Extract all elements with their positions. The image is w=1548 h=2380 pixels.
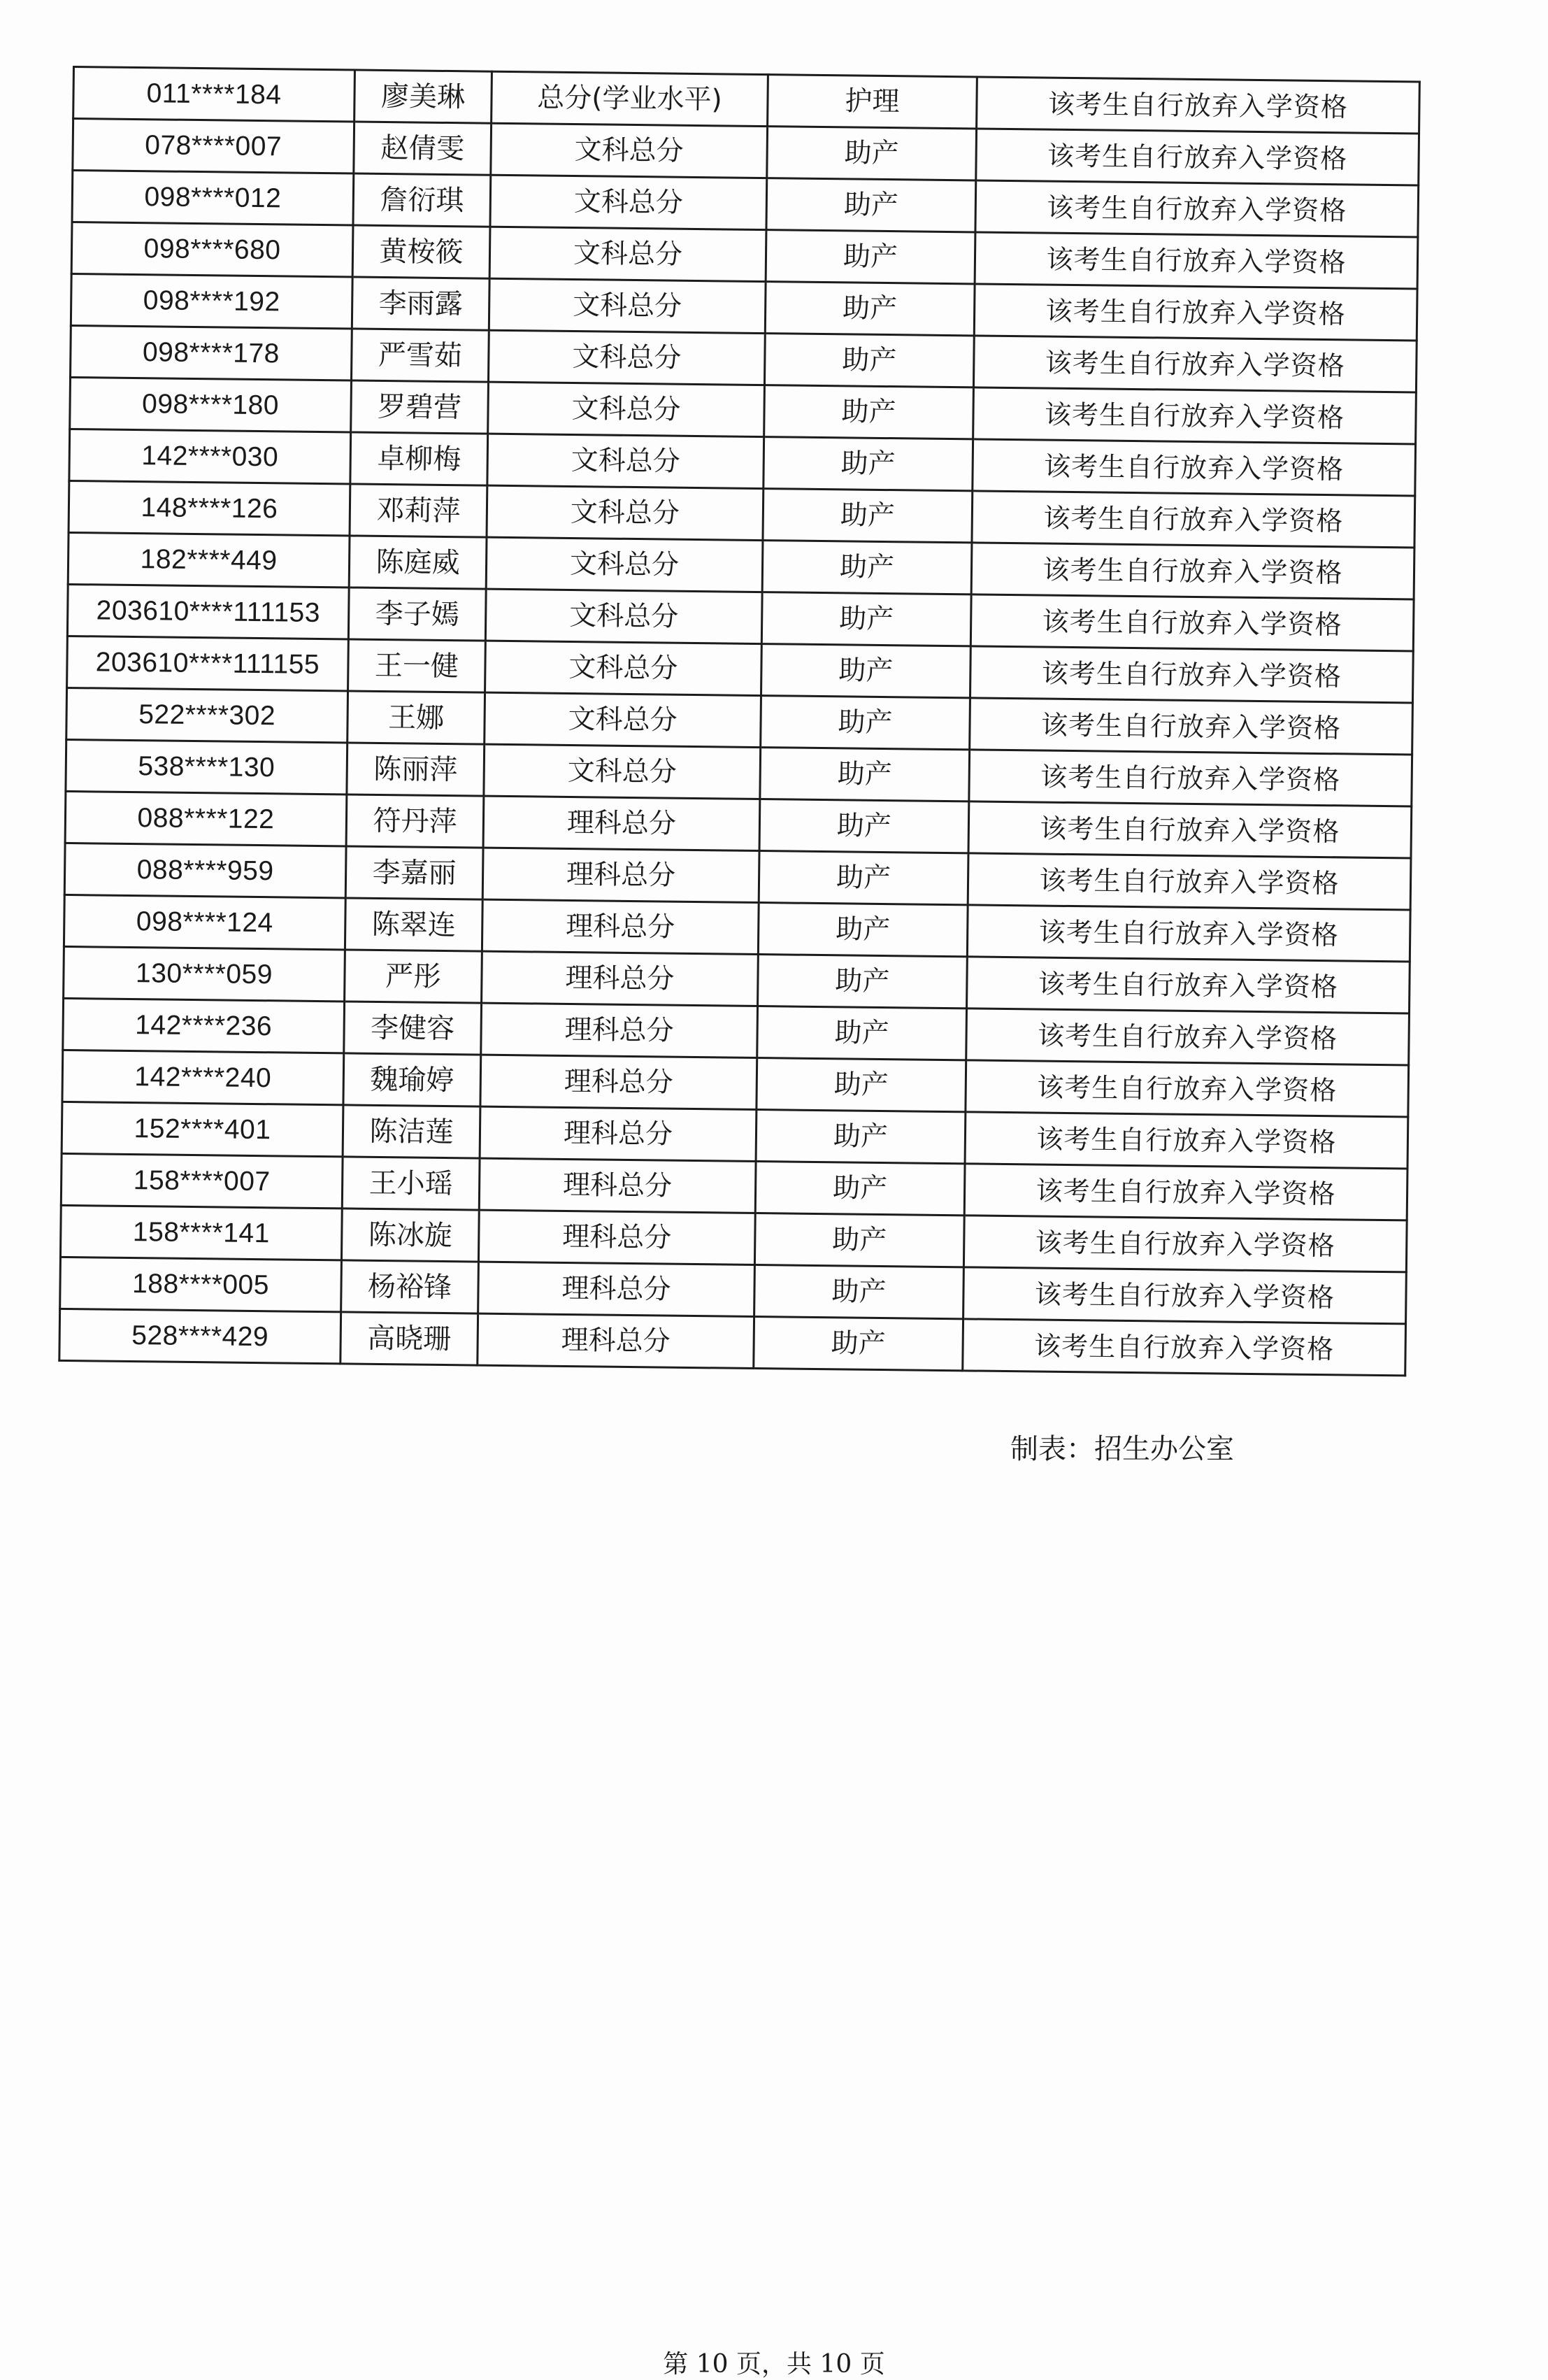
major-cell: 助产 — [757, 1058, 966, 1112]
major-cell: 护理 — [768, 75, 977, 129]
candidate-id-cell: 098****012 — [72, 171, 354, 225]
status-cell: 该考生自行放弃入学资格 — [969, 750, 1412, 806]
major-cell: 助产 — [761, 696, 970, 750]
candidate-name-cell: 高晓珊 — [341, 1312, 478, 1365]
candidate-id-cell: 088****959 — [64, 843, 346, 897]
candidate-id-cell: 538****130 — [66, 739, 347, 794]
major-cell: 助产 — [757, 1006, 967, 1060]
status-cell: 该考生自行放弃入学资格 — [963, 1319, 1406, 1376]
candidate-name-cell: 李健容 — [344, 1002, 482, 1055]
page-footer: 第 10 页，共 10 页 — [663, 2350, 885, 2379]
candidate-id-cell: 088****122 — [65, 791, 347, 846]
status-cell: 该考生自行放弃入学资格 — [973, 336, 1417, 392]
status-cell: 该考生自行放弃入学资格 — [977, 77, 1420, 134]
major-cell: 助产 — [761, 644, 971, 698]
score-type-cell: 理科总分 — [482, 848, 759, 902]
major-cell: 助产 — [758, 903, 968, 957]
score-type-cell: 文科总分 — [490, 175, 767, 229]
status-cell: 该考生自行放弃入学资格 — [965, 1112, 1408, 1169]
status-cell: 该考生自行放弃入学资格 — [968, 853, 1411, 910]
status-cell: 该考生自行放弃入学资格 — [974, 284, 1417, 341]
candidate-name-cell: 詹衍琪 — [353, 173, 491, 227]
table-body — [59, 67, 1420, 1376]
status-cell: 该考生自行放弃入学资格 — [963, 1267, 1407, 1324]
score-type-cell: 理科总分 — [482, 899, 759, 954]
candidate-name-cell: 陈冰旋 — [341, 1209, 479, 1262]
status-cell: 该考生自行放弃入学资格 — [971, 543, 1414, 599]
candidate-id-cell: 011****184 — [73, 67, 355, 122]
score-type-cell: 文科总分 — [488, 330, 765, 385]
score-type-cell: 文科总分 — [486, 537, 763, 592]
candidate-name-cell: 符丹萍 — [346, 794, 484, 848]
candidate-id-cell: 078****007 — [73, 119, 354, 173]
candidate-name-cell: 赵倩雯 — [354, 122, 492, 175]
score-type-cell: 理科总分 — [479, 1158, 756, 1213]
candidate-id-cell: 528****429 — [59, 1309, 341, 1363]
admission-table-wrapper — [58, 66, 1421, 1376]
score-type-cell: 理科总分 — [483, 796, 760, 850]
score-type-cell: 理科总分 — [478, 1262, 755, 1316]
candidate-name-cell: 王一健 — [348, 639, 486, 692]
candidate-name-cell: 李嘉丽 — [345, 846, 483, 899]
major-cell: 助产 — [755, 1162, 965, 1216]
score-type-cell: 总分(学业水平) — [492, 71, 768, 126]
major-cell: 助产 — [756, 1110, 966, 1164]
candidate-id-cell: 158****007 — [61, 1153, 343, 1208]
status-cell: 该考生自行放弃入学资格 — [973, 387, 1417, 444]
score-type-cell: 文科总分 — [485, 589, 762, 643]
major-cell: 助产 — [754, 1316, 963, 1370]
candidate-name-cell: 严雪茹 — [351, 329, 489, 382]
candidate-name-cell: 陈丽萍 — [347, 743, 485, 796]
score-type-cell: 理科总分 — [480, 1055, 757, 1109]
major-cell: 助产 — [766, 230, 975, 284]
status-cell: 该考生自行放弃入学资格 — [968, 801, 1412, 858]
score-type-cell: 文科总分 — [487, 434, 764, 488]
major-cell: 助产 — [759, 851, 968, 905]
status-cell: 该考生自行放弃入学资格 — [976, 129, 1419, 185]
admission-table — [58, 66, 1421, 1376]
major-cell: 助产 — [764, 334, 974, 387]
candidate-id-cell: 098****178 — [71, 325, 352, 380]
status-cell: 该考生自行放弃入学资格 — [973, 439, 1416, 496]
status-cell: 该考生自行放弃入学资格 — [975, 232, 1418, 289]
candidate-id-cell: 203610****111155 — [67, 636, 349, 690]
status-cell: 该考生自行放弃入学资格 — [967, 905, 1410, 962]
candidate-id-cell: 152****401 — [62, 1102, 343, 1156]
candidate-id-cell: 203610****111153 — [67, 584, 349, 639]
major-cell: 助产 — [761, 592, 971, 646]
candidate-name-cell: 李雨露 — [352, 277, 489, 330]
candidate-id-cell: 098****192 — [71, 273, 352, 328]
candidate-id-cell: 098****124 — [64, 895, 345, 949]
score-type-cell: 理科总分 — [481, 1003, 758, 1057]
status-cell: 该考生自行放弃入学资格 — [963, 1216, 1407, 1272]
status-cell: 该考生自行放弃入学资格 — [966, 1060, 1409, 1117]
candidate-id-cell: 098****180 — [70, 377, 352, 432]
score-type-cell: 理科总分 — [478, 1210, 755, 1264]
candidate-name-cell: 卓柳梅 — [350, 432, 488, 485]
score-type-cell: 文科总分 — [489, 278, 766, 333]
candidate-name-cell: 王娜 — [347, 691, 485, 744]
candidate-name-cell: 陈翠连 — [345, 898, 482, 951]
candidate-id-cell: 098****680 — [71, 222, 353, 277]
major-cell: 助产 — [767, 127, 977, 180]
status-cell: 该考生自行放弃入学资格 — [967, 957, 1410, 1013]
score-type-cell: 文科总分 — [485, 692, 761, 747]
major-cell: 助产 — [766, 178, 976, 232]
candidate-id-cell: 142****240 — [62, 1050, 344, 1104]
score-type-cell: 文科总分 — [487, 485, 764, 540]
candidate-id-cell: 142****236 — [63, 998, 345, 1053]
major-cell: 助产 — [765, 282, 975, 336]
major-cell: 助产 — [758, 955, 968, 1009]
major-cell: 助产 — [762, 541, 972, 594]
candidate-id-cell: 142****030 — [69, 429, 351, 483]
maker-note: 制表：招生办公室 — [1010, 1433, 1234, 1465]
candidate-name-cell: 杨裕锋 — [341, 1260, 479, 1313]
major-cell: 助产 — [759, 799, 969, 853]
status-cell: 该考生自行放弃入学资格 — [970, 698, 1413, 755]
candidate-name-cell: 王小瑶 — [342, 1157, 480, 1210]
major-cell: 助产 — [754, 1265, 964, 1319]
major-cell: 助产 — [754, 1213, 964, 1267]
major-cell: 助产 — [764, 437, 973, 491]
score-type-cell: 理科总分 — [478, 1313, 754, 1368]
major-cell: 助产 — [763, 489, 973, 543]
candidate-name-cell: 严彤 — [345, 950, 482, 1003]
candidate-name-cell: 李子嫣 — [348, 587, 486, 641]
candidate-name-cell: 陈洁莲 — [343, 1105, 480, 1158]
status-cell: 该考生自行放弃入学资格 — [966, 1009, 1410, 1065]
score-type-cell: 文科总分 — [485, 641, 762, 695]
status-cell: 该考生自行放弃入学资格 — [972, 491, 1415, 548]
candidate-id-cell: 158****141 — [60, 1205, 342, 1260]
status-cell: 该考生自行放弃入学资格 — [970, 594, 1414, 651]
candidate-id-cell: 182****449 — [68, 532, 350, 587]
status-cell: 该考生自行放弃入学资格 — [964, 1164, 1407, 1220]
candidate-id-cell: 148****126 — [69, 480, 350, 535]
major-cell: 助产 — [760, 748, 970, 801]
candidate-name-cell: 黄桉筱 — [352, 225, 490, 278]
score-type-cell: 文科总分 — [491, 123, 768, 178]
status-cell: 该考生自行放弃入学资格 — [975, 180, 1419, 237]
major-cell: 助产 — [764, 385, 974, 439]
candidate-id-cell: 188****005 — [60, 1257, 342, 1311]
score-type-cell: 文科总分 — [488, 382, 765, 436]
score-type-cell: 理科总分 — [482, 951, 759, 1006]
candidate-name-cell: 廖美琳 — [354, 70, 492, 123]
candidate-id-cell: 130****059 — [64, 946, 345, 1001]
status-cell: 该考生自行放弃入学资格 — [970, 646, 1413, 703]
candidate-id-cell: 522****302 — [66, 687, 348, 742]
score-type-cell: 文科总分 — [489, 227, 766, 281]
candidate-name-cell: 魏瑜婷 — [343, 1053, 481, 1106]
score-type-cell: 理科总分 — [480, 1106, 757, 1161]
score-type-cell: 文科总分 — [484, 744, 761, 799]
candidate-name-cell: 陈庭威 — [349, 536, 487, 589]
candidate-name-cell: 邓莉萍 — [350, 484, 487, 537]
candidate-name-cell: 罗碧营 — [351, 380, 489, 434]
